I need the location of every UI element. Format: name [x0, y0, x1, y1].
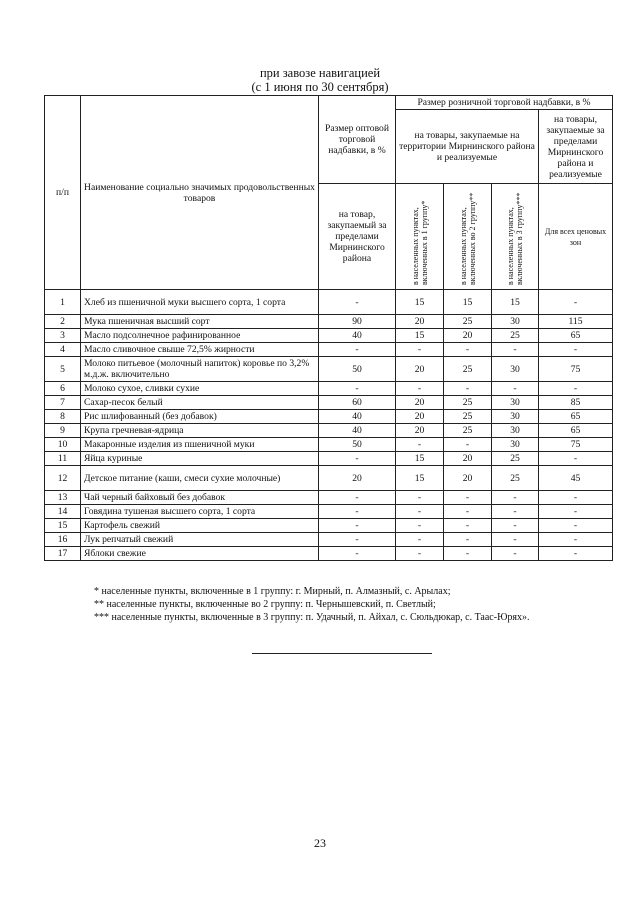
row-number: 5	[45, 357, 81, 382]
row-group2: 25	[444, 410, 492, 424]
row-number: 4	[45, 343, 81, 357]
row-product-name: Рис шлифованный (без добавок)	[81, 410, 319, 424]
row-product-name: Сахар-песок белый	[81, 396, 319, 410]
row-group3: -	[492, 382, 539, 396]
separator-line	[252, 653, 432, 654]
row-number: 1	[45, 290, 81, 315]
row-group1: -	[396, 533, 444, 547]
row-product-name: Яйца куриные	[81, 452, 319, 466]
row-group1: -	[396, 519, 444, 533]
table-row	[45, 519, 613, 533]
row-group1: 15	[396, 452, 444, 466]
row-wholesale: -	[319, 290, 396, 315]
row-number: 6	[45, 382, 81, 396]
footnote-2: ** населенные пункты, включенные во 2 группу: п. Чернышевский, п. Светлый;	[94, 599, 436, 610]
row-wholesale: 40	[319, 410, 396, 424]
row-outside: 65	[539, 410, 613, 424]
row-product-name: Масло сливочное свыше 72,5% жирности	[81, 343, 319, 357]
row-product-name: Мука пшеничная высший сорт	[81, 315, 319, 329]
row-wholesale: 20	[319, 466, 396, 491]
row-group2: 25	[444, 315, 492, 329]
row-group1: -	[396, 491, 444, 505]
row-number: 17	[45, 547, 81, 561]
row-outside: -	[539, 452, 613, 466]
row-group3: 30	[492, 410, 539, 424]
header-all-zones: Для всех ценовых зон	[539, 184, 613, 290]
row-product-name: Картофель свежий	[81, 519, 319, 533]
row-group2: -	[444, 491, 492, 505]
row-group1: -	[396, 547, 444, 561]
row-group2: 25	[444, 357, 492, 382]
row-wholesale: -	[319, 452, 396, 466]
row-group2: -	[444, 519, 492, 533]
row-group1: 15	[396, 329, 444, 343]
table-row	[45, 533, 613, 547]
row-outside: -	[539, 519, 613, 533]
row-number: 7	[45, 396, 81, 410]
row-product-name: Яблоки свежие	[81, 547, 319, 561]
table-row	[45, 424, 613, 438]
row-group3: -	[492, 505, 539, 519]
row-group1: 20	[396, 357, 444, 382]
row-group2: 20	[444, 452, 492, 466]
header-number: п/п	[45, 96, 81, 290]
row-group2: 25	[444, 424, 492, 438]
row-outside: 65	[539, 424, 613, 438]
table-row	[45, 329, 613, 343]
footnote-1: * населенные пункты, включенные в 1 группу: г. Мирный, п. Алмазный, с. Арылах;	[94, 586, 451, 597]
row-group2: -	[444, 382, 492, 396]
row-group1: 20	[396, 410, 444, 424]
table-row	[45, 547, 613, 561]
row-group2: 20	[444, 466, 492, 491]
table-row	[45, 452, 613, 466]
row-wholesale: 50	[319, 357, 396, 382]
header-group3	[492, 184, 539, 290]
row-group1: -	[396, 343, 444, 357]
header-retail: Размер розничной торговой надбавки, в %	[396, 96, 613, 110]
row-group3: -	[492, 533, 539, 547]
row-number: 11	[45, 452, 81, 466]
table-row	[45, 466, 613, 491]
row-group1: 20	[396, 315, 444, 329]
row-wholesale: 40	[319, 424, 396, 438]
table-row	[45, 382, 613, 396]
row-group3: -	[492, 343, 539, 357]
row-wholesale: -	[319, 382, 396, 396]
header-retail-local: на товары, закупаемые на территории Мирнинского района и реализуемые	[396, 110, 539, 184]
row-product-name: Чай черный байховый без добавок	[81, 491, 319, 505]
row-number: 16	[45, 533, 81, 547]
row-group3: -	[492, 547, 539, 561]
row-group3: 30	[492, 424, 539, 438]
header-product-name: Наименование социально значимых продовольственных товаров	[81, 96, 319, 290]
header-group3-text: в населенных пунктах, включенных в 3 группу***	[506, 192, 524, 285]
row-number: 12	[45, 466, 81, 491]
table-row	[45, 315, 613, 329]
table-row	[45, 357, 613, 382]
row-group2: -	[444, 343, 492, 357]
row-group3: 30	[492, 438, 539, 452]
row-outside: -	[539, 491, 613, 505]
row-outside: 45	[539, 466, 613, 491]
header-group2	[444, 184, 492, 290]
row-group3: -	[492, 491, 539, 505]
row-group3: 25	[492, 452, 539, 466]
row-number: 8	[45, 410, 81, 424]
row-outside: 115	[539, 315, 613, 329]
row-number: 13	[45, 491, 81, 505]
row-outside: -	[539, 547, 613, 561]
row-product-name: Молоко сухое, сливки сухие	[81, 382, 319, 396]
header-group1-text: в населенных пунктах, включенных в 1 группу*	[410, 200, 429, 285]
table-row	[45, 396, 613, 410]
table-row	[45, 438, 613, 452]
row-product-name: Молоко питьевое (молочный напиток) коровье по 3,2% м.д.ж. включительно	[81, 357, 319, 382]
row-group2: 25	[444, 396, 492, 410]
row-product-name: Макаронные изделия из пшеничной муки	[81, 438, 319, 452]
row-group3: 15	[492, 290, 539, 315]
row-product-name: Масло подсолнечное рафинированное	[81, 329, 319, 343]
row-group1: 15	[396, 466, 444, 491]
markup-table	[44, 95, 613, 561]
row-wholesale: -	[319, 505, 396, 519]
row-wholesale: -	[319, 519, 396, 533]
row-number: 14	[45, 505, 81, 519]
header-wholesale: Размер оптовой торговой надбавки, в %	[319, 96, 396, 184]
header-retail-outside: на товары, закупаемые за пределами Мирнинского района и реализуемые	[539, 110, 613, 184]
row-group2: 20	[444, 329, 492, 343]
row-group3: 25	[492, 466, 539, 491]
row-group3: 30	[492, 357, 539, 382]
row-group1: 20	[396, 396, 444, 410]
row-group1: -	[396, 505, 444, 519]
row-product-name: Лук репчатый свежий	[81, 533, 319, 547]
row-number: 3	[45, 329, 81, 343]
row-group3: -	[492, 519, 539, 533]
row-group3: 30	[492, 396, 539, 410]
row-number: 2	[45, 315, 81, 329]
table-row	[45, 343, 613, 357]
row-group3: 25	[492, 329, 539, 343]
row-wholesale: -	[319, 547, 396, 561]
row-product-name: Говядина тушеная высшего сорта, 1 сорта	[81, 505, 319, 519]
row-group2: 15	[444, 290, 492, 315]
row-product-name: Крупа гречневая-ядрица	[81, 424, 319, 438]
row-group2: -	[444, 547, 492, 561]
row-product-name: Хлеб из пшеничной муки высшего сорта, 1 сорта	[81, 290, 319, 315]
table-row	[45, 505, 613, 519]
row-outside: -	[539, 505, 613, 519]
row-group1: 15	[396, 290, 444, 315]
row-wholesale: 40	[319, 329, 396, 343]
document-title-line2: (с 1 июня по 30 сентября)	[251, 80, 389, 94]
row-number: 15	[45, 519, 81, 533]
row-group1: 20	[396, 424, 444, 438]
footnotes	[94, 585, 602, 624]
row-wholesale: 60	[319, 396, 396, 410]
document-title-line1: при завозе навигацией	[259, 66, 381, 80]
row-outside: 75	[539, 438, 613, 452]
header-group2-text: в населенных пунктах, включенных во 2 группу**	[458, 192, 477, 285]
header-group1	[396, 184, 444, 290]
row-outside: 65	[539, 329, 613, 343]
row-group2: -	[444, 438, 492, 452]
row-outside: -	[539, 382, 613, 396]
row-group1: -	[396, 382, 444, 396]
row-wholesale: 90	[319, 315, 396, 329]
table-row	[45, 491, 613, 505]
row-wholesale: -	[319, 343, 396, 357]
row-outside: -	[539, 290, 613, 315]
page-number: 23	[314, 836, 326, 850]
row-group1: -	[396, 438, 444, 452]
row-outside: -	[539, 343, 613, 357]
row-group2: -	[444, 533, 492, 547]
row-wholesale: 50	[319, 438, 396, 452]
row-group3: 30	[492, 315, 539, 329]
row-product-name: Детское питание (каши, смеси сухие молочные)	[81, 466, 319, 491]
row-outside: 75	[539, 357, 613, 382]
row-group2: -	[444, 505, 492, 519]
row-wholesale: -	[319, 533, 396, 547]
row-wholesale: -	[319, 491, 396, 505]
header-wholesale-sub: на товар, закупаемый за пределами Мирнинского района	[319, 184, 396, 290]
row-number: 10	[45, 438, 81, 452]
row-number: 9	[45, 424, 81, 438]
row-outside: 85	[539, 396, 613, 410]
table-row	[45, 410, 613, 424]
table-row	[45, 290, 613, 315]
row-outside: -	[539, 533, 613, 547]
footnote-3: *** населенные пункты, включенные в 3 группу: п. Удачный, п. Айхал, с. Сюльдюкар, с. Таас-Юрях».	[94, 612, 530, 623]
